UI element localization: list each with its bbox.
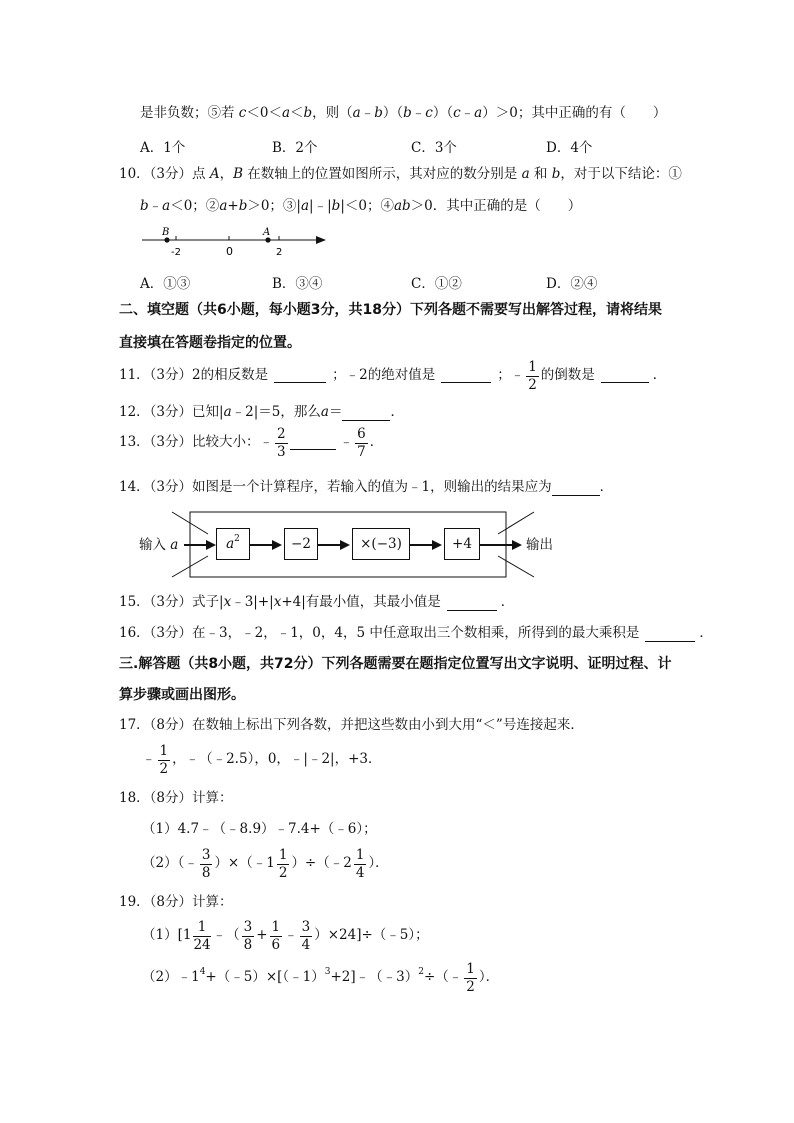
q12-blank[interactable] <box>342 406 390 421</box>
q11-blank-3[interactable] <box>601 369 649 384</box>
q18-fraction-3: $\frac{1}{4}$ <box>355 846 365 881</box>
flow-arrowhead-2 <box>272 540 282 550</box>
q14-text: 14．（3分）如图是一个计算程序，若输入的值为﹣1，则输出的结果应为 ． <box>119 479 614 495</box>
section3-heading-line1: 三.解答题（共8小题，共72分）下列各题需要在题指定位置写出文字说明、证明过程、计 <box>119 656 672 672</box>
q9-continuation: 是非负数；⑤若 c＜0＜a＜b，则（a﹣b）（b﹣c）（c﹣a）＞0；其中正确的有（ ） <box>140 105 667 121</box>
point-a <box>265 237 270 242</box>
q14-box-plus4: +4 <box>444 528 480 560</box>
flow-arrowhead-4 <box>432 540 442 550</box>
q19-fraction-2: $\frac{3}{8}$ <box>243 918 253 953</box>
label-a: A <box>263 227 271 238</box>
flow-arrowhead-3 <box>340 540 350 550</box>
q11-fraction: $\frac{1}{2}$ <box>528 358 537 393</box>
q10-line2: b﹣a＜0；②a+b＞0；③|a|﹣|b|＜0；④ab＞0．其中正确的是（ ） <box>140 198 582 214</box>
q18-fraction-2: $\frac{1}{2}$ <box>278 846 288 881</box>
flow-diag-br <box>498 556 534 577</box>
q19-part1: （1）[1 $\frac{1}{24}$ ﹣（ $\frac{3}{8}$ + $\frac{1}{6}$ ﹣ $\frac{3}{4}$ ）×24]÷（﹣5）； <box>142 918 429 953</box>
q14-box-times-neg3: ×(−3) <box>352 528 410 560</box>
q9-option-a: A．1个 <box>140 140 186 156</box>
q11: 11．（3分）2的相反数是 ；﹣2的绝对值是 ；﹣ $\frac{1}{2}$ 的倒数是 ． <box>119 358 667 393</box>
q16: 16．（3分）在﹣3，﹣2，﹣1，0，4，5 中任意取出三个数相乘，所得到的最大乘积是 ． <box>119 625 713 641</box>
q17-numbers: ﹣ $\frac{1}{2}$ ，﹣（﹣2.5），0，﹣|﹣2|，+3． <box>142 742 382 777</box>
flow-arrowhead-1 <box>206 540 216 550</box>
q11-blank-1[interactable] <box>274 369 326 384</box>
q19-fraction-4: $\frac{3}{4}$ <box>301 918 311 953</box>
q18-fraction-1: $\frac{3}{8}$ <box>201 846 211 881</box>
tick-label-2: 2 <box>276 247 283 258</box>
q10-number-line <box>140 224 340 260</box>
label-b: B <box>162 227 170 238</box>
q10-line1: 10．（3分）点 A，B 在数轴上的位置如图所示，其对应的数分别是 a 和 b，对于以下结论：① <box>119 166 682 182</box>
q12: 12．（3分）已知|a﹣2|＝5，那么a＝ ． <box>119 404 404 420</box>
q11-blank-2[interactable] <box>441 369 491 384</box>
tick-label-neg2: -2 <box>171 247 181 258</box>
section2-heading-line2: 直接填在答题卷指定的位置。 <box>119 335 301 351</box>
q10-option-a: A．①③ <box>140 276 191 292</box>
q17-text: 17．（8分）在数轴上标出下列各数，并把这些数由小到大用“＜”号连接起来． <box>119 717 584 733</box>
q18-part1: （1）4.7﹣（﹣8.9）﹣7.4+（﹣6）； <box>142 821 377 837</box>
q15: 15．（3分）式子|x﹣3|+|x+4|有最小值，其最小值是 ． <box>119 594 515 610</box>
section3-heading-line2: 算步骤或画出图形。 <box>119 687 245 703</box>
q10-option-c: C．①② <box>411 276 462 292</box>
q17-fraction: $\frac{1}{2}$ <box>159 742 169 777</box>
q16-blank[interactable] <box>645 627 695 642</box>
tick-label-0: 0 <box>226 245 233 258</box>
q19-fraction-5: $\frac{1}{2}$ <box>466 960 475 995</box>
q13-fraction-2: $\frac{6}{7}$ <box>357 425 366 460</box>
q9-option-c: C．3个 <box>411 140 457 156</box>
q9-option-d: D．4个 <box>546 140 593 156</box>
q13-blank[interactable] <box>290 436 336 451</box>
q19-part2: （2）﹣1 $^4$ +（﹣5）×[（﹣1） $^3$ +2]﹣（﹣3） $^2$ ÷（﹣ $\frac{1}{2}$ ）． <box>142 960 500 995</box>
q18-title: 18．（8分）计算： <box>119 790 233 806</box>
q10-option-b: B．③④ <box>272 276 323 292</box>
q14-input-label: 输入 a <box>139 537 179 553</box>
q14-box-square: a $^2$ <box>216 528 250 560</box>
q14-blank[interactable] <box>552 481 600 496</box>
q13-fraction-1: $\frac{2}{3}$ <box>277 425 286 460</box>
section2-heading-line1: 二、填空题（共6小题，每小题3分，共18分）下列各题不需要写出解答过程，请将结果 <box>119 302 662 318</box>
q14-box-minus2: −2 <box>284 528 318 560</box>
number-line-arrow <box>316 236 326 244</box>
q18-part2: （2）（﹣ $\frac{3}{8}$ ）×（﹣1 $\frac{1}{2}$ ）÷（﹣2 $\frac{1}{4}$ ）． <box>142 846 389 881</box>
flow-diag-tr <box>498 512 534 534</box>
q19-fraction-1: $\frac{1}{24}$ <box>193 918 211 953</box>
q10-option-d: D．②④ <box>546 276 598 292</box>
q14-output-label: 输出 <box>526 537 553 553</box>
q19-fraction-3: $\frac{1}{6}$ <box>271 918 281 953</box>
flow-arrowhead-5 <box>512 540 522 550</box>
q13: 13．（3分）比较大小：﹣ $\frac{2}{3}$ ﹣ $\frac{6}{7}$ ． <box>119 425 384 460</box>
q9-option-b: B．2个 <box>272 140 318 156</box>
q15-blank[interactable] <box>447 596 497 611</box>
point-b <box>164 237 169 242</box>
q19-title: 19．（8分）计算： <box>119 894 233 910</box>
